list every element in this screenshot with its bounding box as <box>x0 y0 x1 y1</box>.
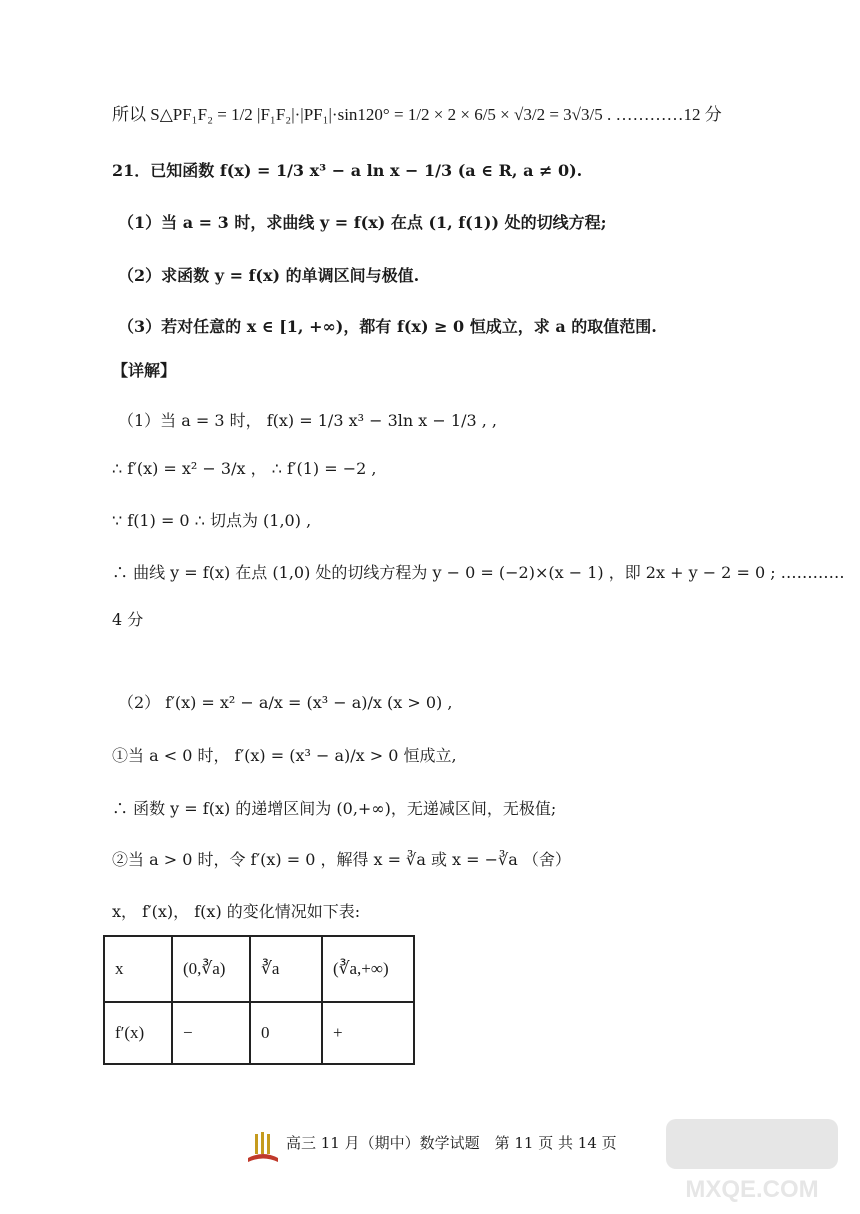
solution-step-4: ∴ 曲线 y = f(x) 在点 (1,0) 处的切线方程为 y − 0 = (−2)×(x − 1) ，即 2x + y − 2 = 0 ; ………… <box>112 563 845 582</box>
solution-score-4: 4 分 <box>112 610 144 629</box>
table-row <box>104 1002 414 1064</box>
table-cell: ∛a <box>250 936 322 1002</box>
page-footer: 高三 11 月（期中）数学试题 第 11 页 共 14 页 <box>286 1134 617 1152</box>
solution-part-2: （2） f′(x) = x² − a/x = (x³ − a)/x (x > 0) , <box>118 693 453 712</box>
table-cell: (∛a,+∞) <box>322 936 414 1002</box>
case-a-positive: ②当 a > 0 时，令 f′(x) = 0 ，解得 x = ∛a 或 x = −∛a （舍） <box>112 850 571 869</box>
solution-step-3: ∵ f(1) = 0 ∴ 切点为 (1,0) , <box>112 511 312 530</box>
school-logo-icon <box>244 1128 282 1164</box>
detail-heading: 【详解】 <box>112 361 177 380</box>
solution-step-1: （1）当 a = 3 时， f(x) = 1/3 x³ − 3ln x − 1/3 , , <box>118 411 497 430</box>
table-cell: x <box>104 936 172 1002</box>
watermark-text: MXQE.COM <box>685 1176 819 1203</box>
case-a-negative: ①当 a < 0 时， f′(x) = (x³ − a)/x > 0 恒成立, <box>112 746 457 765</box>
table-cell: − <box>172 1002 250 1064</box>
case-a-negative-result: ∴ 函数 y = f(x) 的递增区间为 (0,+∞)，无递减区间，无极值; <box>112 799 557 818</box>
table-intro: x， f′(x)， f(x) 的变化情况如下表: <box>112 902 361 921</box>
question-21-part-3: （3）若对任意的 x ∈ [1, +∞)，都有 f(x) ≥ 0 恒成立，求 a 的取值范围. <box>118 317 657 336</box>
question-21-part-1: （1）当 a = 3 时，求曲线 y = f(x) 在点 (1, f(1)) 处的切线方程; <box>118 213 607 232</box>
table-row <box>104 936 414 1002</box>
table-cell: f′(x) <box>104 1002 172 1064</box>
table-cell: (0,∛a) <box>172 936 250 1002</box>
solution-step-2: ∴ f′(x) = x² − 3/x ， ∴ f′(1) = −2 , <box>112 459 377 478</box>
question-21: 21．已知函数 f(x) = 1/3 x³ − a ln x − 1/3 (a ∈ R, a ≠ 0). <box>112 161 583 180</box>
variation-table <box>103 935 415 1065</box>
watermark-logo-icon <box>662 1115 842 1205</box>
table-cell: + <box>322 1002 414 1064</box>
question-21-part-2: （2）求函数 y = f(x) 的单调区间与极值. <box>118 266 420 285</box>
area-result-line: 所以 S△PF₁F₂ = 1/2 |F₁F₂|·|PF₁|·sin120° = 1/2 × 2 × 6/5 × √3/2 = 3√3/5 . …………12 分 <box>112 105 722 124</box>
table-cell: 0 <box>250 1002 322 1064</box>
